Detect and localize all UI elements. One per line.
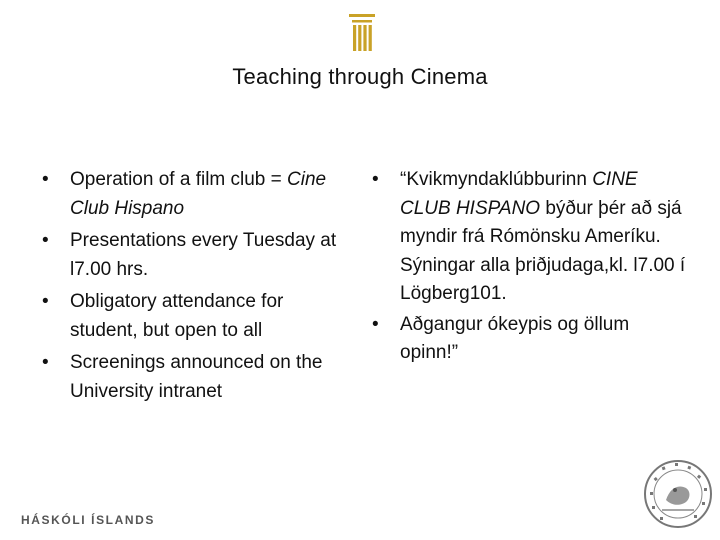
left-bullet-list: [42, 166, 342, 410]
list-item: • Screenings announced on the University intranet: [42, 349, 342, 406]
slide-title: Teaching through Cinema: [232, 64, 488, 89]
university-seal-icon: [642, 458, 714, 530]
list-item: • Obligatory attendance for student, but open to all: [42, 288, 342, 345]
bullet-icon: •: [42, 169, 49, 190]
bullet-icon: •: [372, 313, 379, 335]
bullet-icon: •: [42, 352, 49, 373]
list-item: • “Kvikmyndaklúbburinn CINE CLUB HISPANO býður þér að sjá myndir frá Rómönsku Ameríku. Sýningar alla þriðjudaga,kl. l7.00 í Lögberg101.: [372, 166, 692, 309]
list-item: • Aðgangur ókeypis og öllum opinn!”: [372, 311, 692, 368]
bullet-icon: •: [372, 169, 379, 190]
university-columns-logo: [349, 14, 375, 54]
bullet-icon: •: [42, 230, 49, 251]
right-bullet-list: [372, 166, 692, 370]
list-item: • Operation of a film club = Cine Club Hispano: [42, 166, 342, 223]
list-item: • Presentations every Tuesday at l7.00 hrs.: [42, 227, 342, 284]
institution-name: HÁSKÓLI ÍSLANDS: [21, 513, 156, 527]
bullet-icon: •: [42, 291, 49, 312]
